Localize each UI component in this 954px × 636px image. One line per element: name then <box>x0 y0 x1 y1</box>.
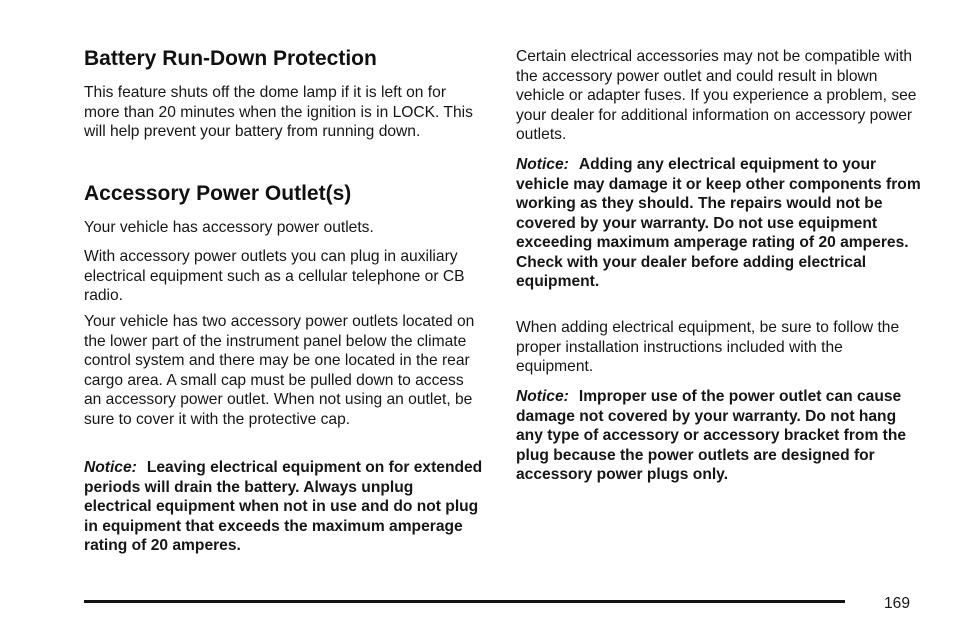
outlet-heading: Accessory Power Outlet(s) <box>84 182 352 205</box>
notice-adding-equipment <box>516 155 921 292</box>
notice-text: Adding any electrical equipment to your vehicle may damage it or keep other components from working as they should. The repairs would not be covered by your warranty. Do not use equipment exceeding maximum amperage rating of 20 amperes. Check with your dealer before adding electrical equipment. <box>516 156 921 290</box>
installation-paragraph: When adding electrical equipment, be sure to follow the proper installation instructions included with the equipment. <box>516 319 900 375</box>
battery-paragraph: This feature shuts off the dome lamp if it is left on for more than 20 minutes when the ignition is in LOCK. This will help prevent your battery from running down. <box>84 84 473 140</box>
notice-label: Notice: <box>516 388 569 405</box>
outlet-paragraph-1: Your vehicle has accessory power outlets. <box>84 219 374 236</box>
notice-text: Leaving electrical equipment on for extended periods will drain the battery. Always unplug electrical equipment when not in use and do not plug in equipment that exceeds the maximum amperage rating of 20 amperes. <box>84 459 483 554</box>
notice-battery-drain <box>84 458 484 556</box>
outlet-paragraph-2: With accessory power outlets you can plug in auxiliary electrical equipment such as a cellular telephone or CB radio. <box>84 248 465 304</box>
notice-text: Improper use of the power outlet can cause damage not covered by your warranty. Do not hang any type of accessory or accessory bracket from the plug because the power outlets are designed for accessory power plugs only. <box>516 388 907 483</box>
page-number: 169 <box>884 595 911 612</box>
battery-heading: Battery Run-Down Protection <box>84 47 377 70</box>
notice-improper-use <box>516 387 921 485</box>
footer-rule <box>84 600 845 603</box>
compatibility-paragraph: Certain electrical accessories may not be compatible with the accessory power outlet and could result in blown vehicle or adapter fuses. If you experience a problem, see your dealer for additional information on accessory power outlets. <box>516 48 917 143</box>
outlet-paragraph-3: Your vehicle has two accessory power outlets located on the lower part of the instrument panel below the climate control system and there may be one located in the rear cargo area. A small cap must be pulled down to access an accessory power outlet. When not using an outlet, be sure to cover it with the protective cap. <box>84 313 475 428</box>
notice-label: Notice: <box>516 156 569 173</box>
notice-label: Notice: <box>84 459 137 476</box>
